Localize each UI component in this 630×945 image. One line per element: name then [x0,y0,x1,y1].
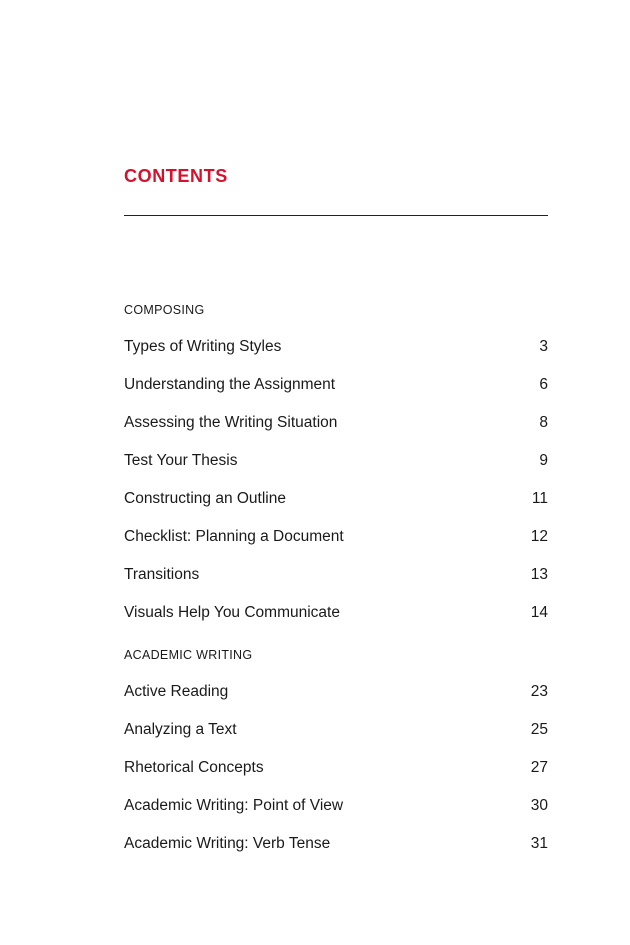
toc-entry-page: 30 [530,797,548,814]
toc-entry[interactable] [124,490,548,512]
toc-entry[interactable] [124,338,548,360]
toc-entry-title: Transitions [124,566,200,583]
toc-entry-title: Academic Writing: Point of View [124,797,344,814]
toc-entry[interactable] [124,566,548,588]
toc-entry-page: 11 [531,490,548,507]
toc-entry[interactable] [124,683,548,705]
toc-entry-page: 3 [539,338,548,355]
title-divider [124,215,548,216]
toc-entry-title: Assessing the Writing Situation [124,414,338,431]
toc-entry[interactable] [124,414,548,436]
toc-entry-page: 31 [530,835,548,852]
toc-entry[interactable] [124,376,548,398]
toc-entry-page: 9 [539,452,548,469]
toc-entry-title: Academic Writing: Verb Tense [124,835,331,852]
toc-entry[interactable] [124,452,548,474]
toc-entry-page: 14 [530,604,548,621]
toc-entry-page: 27 [530,759,548,776]
toc-entry-title: Checklist: Planning a Document [124,528,344,545]
toc-entry[interactable] [124,759,548,781]
toc-entry[interactable] [124,604,548,626]
toc-entry-page: 13 [530,566,548,583]
toc-entry-page: 23 [530,683,548,700]
toc-entry-page: 8 [539,414,548,431]
toc-entry-title: Test Your Thesis [124,452,238,469]
toc-entry-page: 25 [530,721,548,738]
section-label-composing: COMPOSING [124,303,205,317]
toc-entry-title: Rhetorical Concepts [124,759,264,776]
toc-entry-title: Understanding the Assignment [124,376,336,393]
toc-page [124,0,548,945]
toc-entry-title: Analyzing a Text [124,721,237,738]
toc-entry-title: Constructing an Outline [124,490,286,507]
toc-entry[interactable] [124,721,548,743]
page-title: CONTENTS [124,166,228,186]
toc-entry[interactable] [124,835,548,857]
toc-entry-page: 6 [539,376,548,393]
toc-entry-page: 12 [530,528,548,545]
toc-entry[interactable] [124,528,548,550]
toc-entry-title: Active Reading [124,683,229,700]
toc-entry[interactable] [124,797,548,819]
section-label-academic-writing: ACADEMIC WRITING [124,648,253,662]
toc-entry-title: Types of Writing Styles [124,338,282,355]
toc-entry-title: Visuals Help You Communicate [124,604,340,621]
